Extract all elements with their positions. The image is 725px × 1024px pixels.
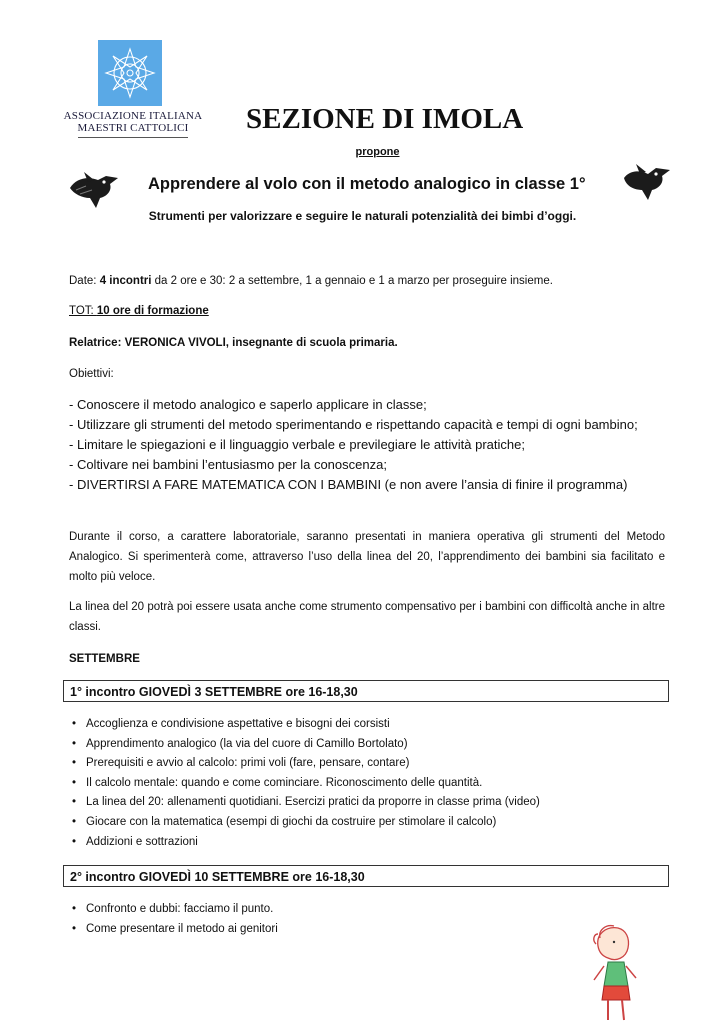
meeting-2-title: 2° incontro GIOVEDÌ 10 SETTEMBRE ore 16-18,30 [63,865,669,887]
list-item: • Giocare con la matematica (esempi di giochi da costruire per stimolare il calcolo) [70,813,670,833]
course-heading: Apprendere al volo con il metodo analogico in classe 1° [148,175,586,193]
list-item: • Il calcolo mentale: quando e come cominciare. Riconoscimento delle quantità. [70,774,670,794]
list-item: • Prerequisiti e avvio al calcolo: primi voli (fare, pensare, contare) [70,754,670,774]
list-item: • Apprendimento analogico (la via del cuore di Camillo Bortolato) [70,735,670,755]
bird-icon [620,162,672,202]
association-logo [98,40,162,106]
association-name: ASSOCIAZIONE ITALIANA MAESTRI CATTOLICI [63,110,203,134]
bullet-icon: • [72,796,77,809]
compensatory-paragraph: La linea del 20 potrà poi essere usata anche come strumento compensativo per i bambini con difficoltà anche in altre classi. [69,601,665,633]
page-title: SEZIONE DI IMOLA [246,103,524,135]
objective-item: - Conoscere il metodo analogico e saperlo applicare in classe; [69,397,427,412]
dates-line: Date: 4 incontri da 2 ore e 30: 2 a settembre, 1 a gennaio e 1 a marzo per proseguire insieme. [69,275,553,287]
description-paragraph: Durante il corso, a carattere laboratoriale, saranno presentati in maniera operativa gli strumenti del Metodo Analogico. Si sperimenterà come, attraverso l’uso della linea del 20, l’apprendimento dei bambini sia facilitato e molto più veloce. [69,531,665,583]
meeting-1-title: 1° incontro GIOVEDÌ 3 SETTEMBRE ore 16-18,30 [63,680,669,702]
association-underline [78,137,188,138]
meeting-1-topics [70,715,670,852]
objective-item: - Utilizzare gli strumenti del metodo sperimentando e rispettando capacità e tempi di ogni bambino; [69,417,638,432]
bullet-icon: • [72,835,77,848]
list-item: • Accoglienza e condivisione aspettative e bisogni dei corsisti [70,715,670,735]
speaker-line: Relatrice: VERONICA VIVOLI, insegnante di scuola primaria. [69,337,398,349]
objective-item: - Coltivare nei bambini l’entusiasmo per la conoscenza; [69,457,387,472]
total-hours-line: TOT: 10 ore di formazione [69,305,209,317]
bullet-icon: • [72,903,77,915]
course-subheading: Strumenti per valorizzare e seguire le naturali potenzialità dei bimbi d’oggi. [148,209,577,223]
bullet-icon: • [72,737,77,750]
bullet-icon: • [72,815,77,828]
bullet-icon: • [72,757,77,770]
bullet-icon: • [72,776,77,789]
list-item: • Addizioni e sottrazioni [70,833,670,853]
bird-icon [66,168,122,210]
objective-item: - DIVERTIRSI A FARE MATEMATICA CON I BAMBINI (e non avere l’ansia di finire il programma) [69,477,628,492]
bullet-icon: • [72,922,77,935]
meeting-2-topics [70,900,670,939]
list-item: • Come presentare il metodo ai genitori [70,920,670,940]
propone-label: propone [355,146,400,158]
child-illustration-icon [586,924,646,1024]
objectives-list [69,395,665,495]
objectives-label: Obiettivi: [69,368,114,380]
month-heading: SETTEMBRE [69,653,140,665]
objective-item: - Limitare le spiegazioni e il linguaggio verbale e previlegiare le attività pratiche; [69,437,525,452]
bullet-icon: • [72,718,77,730]
list-item: • Confronto e dubbi: facciamo il punto. [70,900,670,920]
list-item: • La linea del 20: allenamenti quotidiani. Esercizi pratici da proporre in classe prima (video) [70,793,670,813]
